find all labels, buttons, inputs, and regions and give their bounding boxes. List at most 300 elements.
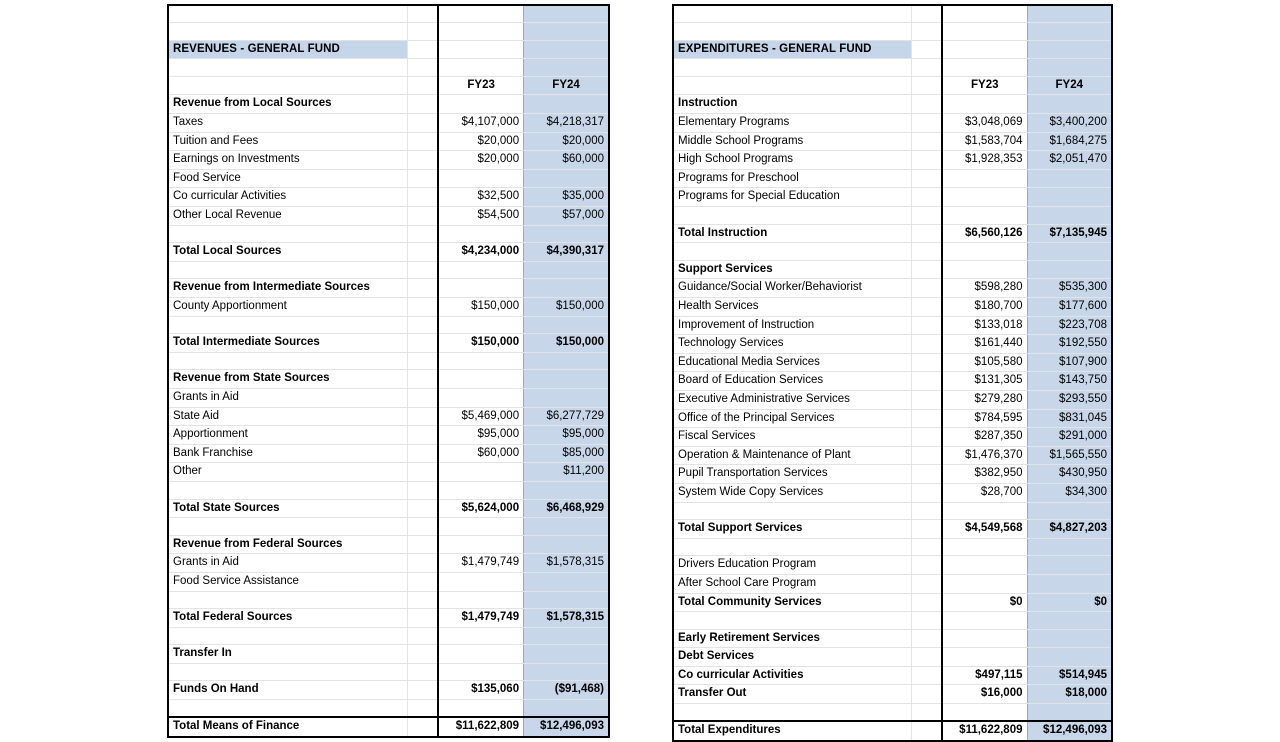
value-fy23	[942, 5, 1027, 23]
column-spacer	[407, 279, 438, 298]
value-fy24: $143,750	[1027, 372, 1112, 391]
table-row	[168, 188, 609, 207]
value-fy24	[1027, 260, 1112, 279]
table-row	[168, 663, 609, 681]
revenues-general-fund-table	[167, 4, 610, 733]
value-fy24	[1027, 243, 1112, 261]
column-spacer	[407, 40, 438, 59]
value-fy24	[524, 481, 609, 499]
value-fy23: $5,469,000	[438, 407, 523, 426]
value-fy23: $131,305	[942, 372, 1027, 391]
value-fy23	[438, 700, 523, 718]
table-row	[168, 388, 609, 407]
line-item-label: Health Services	[673, 298, 911, 317]
subtotal-value-fy23: $135,060	[438, 681, 523, 700]
value-fy23	[438, 279, 523, 298]
column-spacer	[911, 188, 942, 207]
column-spacer	[911, 390, 942, 409]
spacer-cell	[168, 23, 407, 41]
value-fy23: $28,700	[942, 483, 1027, 502]
value-fy23: $54,500	[438, 207, 523, 226]
column-spacer	[407, 717, 438, 737]
table-row	[673, 59, 1112, 77]
value-fy24: $150,000	[524, 298, 609, 317]
subtotal-label: Total State Sources	[168, 499, 407, 518]
value-fy23: $150,000	[438, 298, 523, 317]
value-fy23	[942, 95, 1027, 114]
subtotal-value-fy23: $6,560,126	[942, 224, 1027, 243]
table-row	[673, 390, 1112, 409]
value-fy24	[524, 535, 609, 554]
spacer-cell	[168, 5, 407, 23]
value-fy23	[942, 260, 1027, 279]
line-item-label: Tuition and Fees	[168, 132, 407, 151]
line-item-label: Board of Education Services	[673, 372, 911, 391]
value-fy23	[942, 704, 1027, 722]
subtotal-value-fy24: $6,468,929	[524, 499, 609, 518]
value-fy24: $34,300	[1027, 483, 1112, 502]
value-fy23: $1,476,370	[942, 446, 1027, 465]
column-spacer	[911, 704, 942, 722]
value-fy24: $95,000	[524, 426, 609, 445]
spacer-cell	[168, 591, 407, 609]
column-spacer	[911, 279, 942, 298]
line-item-label: Co curricular Activities	[168, 188, 407, 207]
column-spacer	[911, 612, 942, 630]
value-fy23	[438, 663, 523, 681]
table-row	[673, 483, 1112, 502]
value-fy23: $497,115	[942, 666, 1027, 685]
value-fy24	[524, 261, 609, 279]
column-spacer	[911, 243, 942, 261]
column-spacer	[911, 169, 942, 188]
table-row	[673, 465, 1112, 484]
table-row	[168, 316, 609, 334]
value-fy24	[1027, 556, 1112, 575]
table-row	[168, 481, 609, 499]
table-row	[168, 518, 609, 536]
table-row	[168, 554, 609, 573]
spacer-cell	[673, 59, 911, 77]
line-item-label: Fiscal Services	[673, 428, 911, 447]
section-heading: Revenue from Federal Sources	[168, 535, 407, 554]
line-item-label: Grants in Aid	[168, 554, 407, 573]
header-spacer	[673, 76, 911, 95]
column-header-fy23: FY23	[438, 76, 523, 95]
column-spacer	[407, 316, 438, 334]
table-row	[673, 207, 1112, 225]
value-fy24: $85,000	[524, 444, 609, 463]
column-spacer	[911, 76, 942, 95]
table-row	[673, 666, 1112, 685]
value-fy23	[942, 612, 1027, 630]
subtotal-label: Total Intermediate Sources	[168, 334, 407, 353]
revenue-rows	[168, 5, 609, 737]
table-row	[168, 114, 609, 133]
value-fy23	[438, 5, 523, 23]
value-fy23	[438, 95, 523, 114]
column-spacer	[407, 407, 438, 426]
section-heading: Transfer In	[168, 645, 407, 664]
subtotal-label: Total Local Sources	[168, 243, 407, 262]
value-fy23: $4,107,000	[438, 114, 523, 133]
table-row	[673, 556, 1112, 575]
line-item-label: High School Programs	[673, 151, 911, 170]
value-fy24: $177,600	[1027, 298, 1112, 317]
value-fy23	[942, 23, 1027, 41]
column-spacer	[911, 502, 942, 520]
table-row	[168, 334, 609, 353]
table-row	[673, 353, 1112, 372]
line-item-label: Technology Services	[673, 335, 911, 354]
table-row	[673, 224, 1112, 243]
value-fy24	[1027, 5, 1112, 23]
value-fy23	[942, 207, 1027, 225]
table-row	[168, 261, 609, 279]
value-fy23	[438, 40, 523, 59]
table-row	[673, 372, 1112, 391]
column-spacer	[407, 207, 438, 226]
value-fy23: $1,928,353	[942, 151, 1027, 170]
subtotal-value-fy24: $1,578,315	[524, 609, 609, 628]
value-fy24	[524, 388, 609, 407]
line-item-label: Middle School Programs	[673, 132, 911, 151]
value-fy24: $3,400,200	[1027, 114, 1112, 133]
column-spacer	[911, 207, 942, 225]
column-spacer	[911, 372, 942, 391]
column-header-fy24: FY24	[1027, 76, 1112, 95]
value-fy23: $20,000	[438, 132, 523, 151]
column-spacer	[407, 627, 438, 645]
value-fy23	[942, 502, 1027, 520]
line-item-label: Pupil Transportation Services	[673, 465, 911, 484]
column-spacer	[911, 132, 942, 151]
value-fy24	[524, 591, 609, 609]
subtotal-value-fy23: $1,479,749	[438, 609, 523, 628]
table-row	[168, 370, 609, 389]
line-item-label: Taxes	[168, 114, 407, 133]
section-heading: Early Retirement Services	[673, 629, 911, 648]
value-fy24	[524, 627, 609, 645]
value-fy24	[524, 663, 609, 681]
table-row	[673, 574, 1112, 593]
table-row	[673, 704, 1112, 722]
value-fy23	[438, 535, 523, 554]
column-spacer	[911, 95, 942, 114]
column-spacer	[407, 5, 438, 23]
value-fy23	[438, 352, 523, 370]
header-spacer	[168, 76, 407, 95]
value-fy24	[1027, 538, 1112, 556]
value-fy24	[1027, 169, 1112, 188]
column-spacer	[911, 428, 942, 447]
column-spacer	[407, 59, 438, 77]
table-row	[168, 645, 609, 664]
subtotal-label: Funds On Hand	[168, 681, 407, 700]
column-spacer	[911, 574, 942, 593]
line-item-label: Executive Administrative Services	[673, 390, 911, 409]
column-spacer	[407, 243, 438, 262]
value-fy23	[438, 591, 523, 609]
column-spacer	[911, 59, 942, 77]
table-row	[168, 609, 609, 628]
table-row	[168, 717, 609, 737]
value-fy23	[438, 23, 523, 41]
table-row	[673, 114, 1112, 133]
value-fy24	[1027, 704, 1112, 722]
value-fy23: $1,479,749	[438, 554, 523, 573]
value-fy23	[438, 316, 523, 334]
table-row	[168, 40, 609, 59]
value-fy24	[1027, 574, 1112, 593]
value-fy24: $6,277,729	[524, 407, 609, 426]
value-fy24: $0	[1027, 593, 1112, 612]
column-spacer	[911, 538, 942, 556]
table-row	[673, 5, 1112, 23]
column-spacer	[911, 5, 942, 23]
table-row	[673, 151, 1112, 170]
value-fy23: $105,580	[942, 353, 1027, 372]
value-fy24: $4,218,317	[524, 114, 609, 133]
grand-total-value-fy24: $12,496,093	[1027, 721, 1112, 741]
table-row	[673, 648, 1112, 667]
column-spacer	[407, 444, 438, 463]
value-fy23	[438, 572, 523, 591]
line-item-label: Drivers Education Program	[673, 556, 911, 575]
value-fy23	[438, 518, 523, 536]
section-heading: Revenue from Local Sources	[168, 95, 407, 114]
value-fy23	[942, 169, 1027, 188]
value-fy24	[524, 316, 609, 334]
spacer-cell	[673, 5, 911, 23]
line-item-label: Grants in Aid	[168, 388, 407, 407]
column-spacer	[911, 409, 942, 428]
subtotal-label: Total Instruction	[673, 224, 911, 243]
column-spacer	[911, 556, 942, 575]
table-row	[168, 169, 609, 188]
value-fy23	[942, 243, 1027, 261]
table-row	[673, 520, 1112, 539]
subtotal-value-fy24: $7,135,945	[1027, 224, 1112, 243]
column-spacer	[911, 224, 942, 243]
value-fy24: $20,000	[524, 132, 609, 151]
section-heading: Instruction	[673, 95, 911, 114]
table-row	[168, 535, 609, 554]
subtotal-value-fy24: $4,827,203	[1027, 520, 1112, 539]
column-spacer	[407, 334, 438, 353]
value-fy23: $1,583,704	[942, 132, 1027, 151]
column-spacer	[911, 114, 942, 133]
value-fy23: $180,700	[942, 298, 1027, 317]
value-fy24: $1,684,275	[1027, 132, 1112, 151]
table-row	[168, 279, 609, 298]
subtotal-value-fy23: $4,234,000	[438, 243, 523, 262]
value-fy24	[524, 700, 609, 718]
table-row	[673, 721, 1112, 741]
value-fy23	[438, 225, 523, 243]
subtotal-label: Total Support Services	[673, 520, 911, 539]
column-spacer	[911, 685, 942, 704]
line-item-label: Bank Franchise	[168, 444, 407, 463]
value-fy23: $32,500	[438, 188, 523, 207]
spacer-cell	[673, 704, 911, 722]
column-spacer	[911, 721, 942, 741]
value-fy23	[438, 481, 523, 499]
spacer-cell	[673, 612, 911, 630]
column-spacer	[911, 335, 942, 354]
revenue-grid	[167, 4, 610, 738]
value-fy23: $784,595	[942, 409, 1027, 428]
value-fy23	[438, 59, 523, 77]
spacer-cell	[168, 700, 407, 718]
line-item-label: Transfer Out	[673, 685, 911, 704]
spacer-cell	[673, 502, 911, 520]
column-spacer	[911, 316, 942, 335]
table-row	[168, 95, 609, 114]
column-spacer	[407, 481, 438, 499]
value-fy24	[524, 518, 609, 536]
spacer-cell	[168, 481, 407, 499]
value-fy23	[438, 261, 523, 279]
value-fy24	[524, 40, 609, 59]
value-fy23	[942, 648, 1027, 667]
value-fy23	[942, 538, 1027, 556]
value-fy24: $514,945	[1027, 666, 1112, 685]
value-fy24	[524, 370, 609, 389]
table-row	[168, 627, 609, 645]
table-row	[673, 502, 1112, 520]
table-row	[673, 298, 1112, 317]
line-item-label: Apportionment	[168, 426, 407, 445]
column-spacer	[407, 225, 438, 243]
value-fy24: $192,550	[1027, 335, 1112, 354]
value-fy23	[942, 40, 1027, 59]
section-banner: REVENUES - GENERAL FUND	[168, 40, 407, 59]
table-row	[168, 407, 609, 426]
value-fy23: $16,000	[942, 685, 1027, 704]
grand-total-value-fy23: $11,622,809	[438, 717, 523, 737]
column-spacer	[407, 609, 438, 628]
value-fy24	[1027, 629, 1112, 648]
table-row	[673, 593, 1112, 612]
column-spacer	[407, 298, 438, 317]
column-spacer	[911, 151, 942, 170]
section-heading: Revenue from Intermediate Sources	[168, 279, 407, 298]
column-spacer	[911, 465, 942, 484]
section-banner: EXPENDITURES - GENERAL FUND	[673, 40, 911, 59]
column-spacer	[407, 169, 438, 188]
table-row	[673, 612, 1112, 630]
column-spacer	[407, 681, 438, 700]
value-fy24	[1027, 648, 1112, 667]
line-item-label: After School Care Program	[673, 574, 911, 593]
value-fy23	[942, 556, 1027, 575]
column-spacer	[407, 188, 438, 207]
value-fy24	[1027, 207, 1112, 225]
table-row	[673, 132, 1112, 151]
line-item-label: Guidance/Social Worker/Behaviorist	[673, 279, 911, 298]
table-row	[168, 5, 609, 23]
column-spacer	[911, 593, 942, 612]
value-fy24: $107,900	[1027, 353, 1112, 372]
value-fy24	[524, 169, 609, 188]
table-row	[673, 243, 1112, 261]
column-spacer	[407, 261, 438, 279]
value-fy23: $161,440	[942, 335, 1027, 354]
table-row	[673, 95, 1112, 114]
column-spacer	[407, 132, 438, 151]
column-spacer	[407, 114, 438, 133]
value-fy24	[524, 225, 609, 243]
column-spacer	[407, 518, 438, 536]
expenditure-rows	[673, 5, 1112, 741]
line-item-label: County Apportionment	[168, 298, 407, 317]
value-fy24	[524, 352, 609, 370]
value-fy23: $287,350	[942, 428, 1027, 447]
value-fy23: $60,000	[438, 444, 523, 463]
line-item-label: Earnings on Investments	[168, 151, 407, 170]
table-row	[673, 629, 1112, 648]
table-row	[673, 23, 1112, 41]
column-spacer	[911, 666, 942, 685]
table-row	[168, 225, 609, 243]
spacer-cell	[673, 538, 911, 556]
table-row	[168, 463, 609, 482]
spacer-cell	[168, 261, 407, 279]
line-item-label: Total Community Services	[673, 593, 911, 612]
value-fy23: $0	[942, 593, 1027, 612]
line-item-label: Other Local Revenue	[168, 207, 407, 226]
value-fy23	[942, 188, 1027, 207]
column-spacer	[911, 446, 942, 465]
subtotal-value-fy23: $150,000	[438, 334, 523, 353]
value-fy24: $831,045	[1027, 409, 1112, 428]
spacer-cell	[673, 23, 911, 41]
spacer-cell	[168, 627, 407, 645]
column-spacer	[407, 591, 438, 609]
grand-total-label: Total Expenditures	[673, 721, 911, 741]
line-item-label: Programs for Preschool	[673, 169, 911, 188]
value-fy23: $279,280	[942, 390, 1027, 409]
section-heading: Debt Services	[673, 648, 911, 667]
table-row	[673, 335, 1112, 354]
value-fy24: $1,565,550	[1027, 446, 1112, 465]
value-fy24: $1,578,315	[524, 554, 609, 573]
column-spacer	[911, 520, 942, 539]
value-fy24	[1027, 59, 1112, 77]
value-fy23: $598,280	[942, 279, 1027, 298]
spacer-cell	[168, 316, 407, 334]
column-spacer	[407, 554, 438, 573]
column-spacer	[911, 298, 942, 317]
column-spacer	[407, 352, 438, 370]
column-spacer	[407, 426, 438, 445]
column-spacer	[407, 572, 438, 591]
value-fy24	[1027, 502, 1112, 520]
value-fy24	[524, 645, 609, 664]
table-row	[673, 316, 1112, 335]
column-spacer	[407, 23, 438, 41]
value-fy23	[942, 59, 1027, 77]
table-row	[673, 428, 1112, 447]
value-fy23	[942, 574, 1027, 593]
column-spacer	[407, 370, 438, 389]
value-fy24: $60,000	[524, 151, 609, 170]
spacer-cell	[168, 663, 407, 681]
value-fy23	[942, 629, 1027, 648]
value-fy24	[1027, 612, 1112, 630]
table-row	[168, 23, 609, 41]
